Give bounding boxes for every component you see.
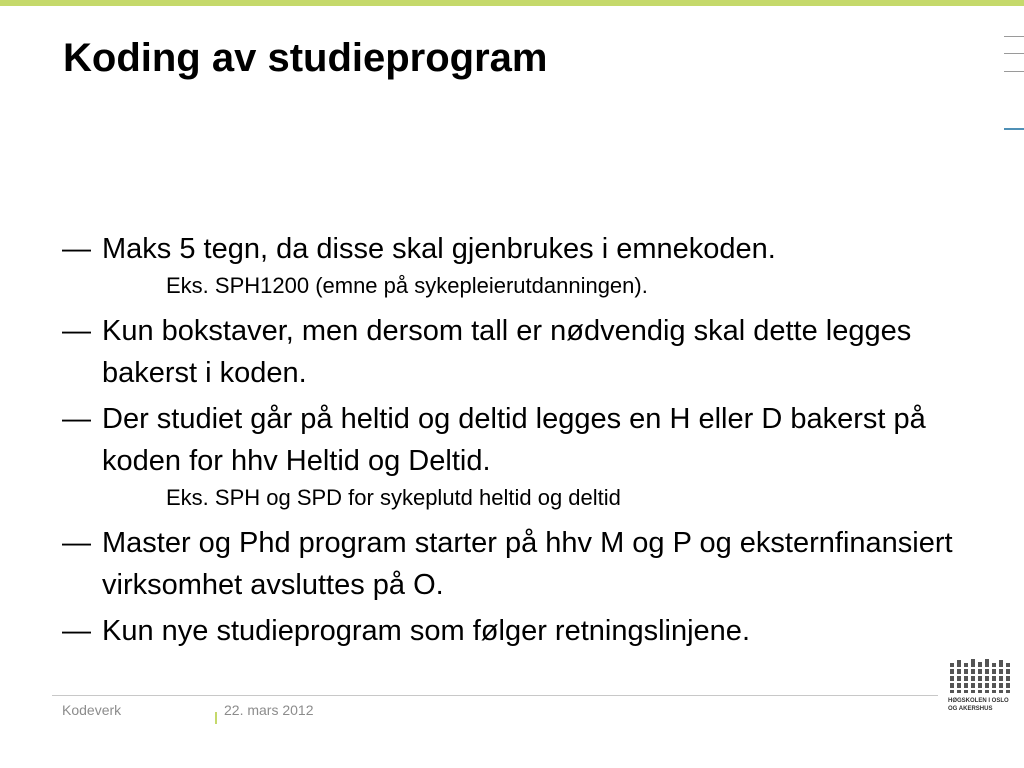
- bullet-item: [62, 610, 962, 652]
- bullet-dash: —: [62, 615, 91, 647]
- footer-marker: [215, 712, 217, 724]
- bullet-dash: —: [62, 315, 91, 347]
- decor-line: [1004, 71, 1024, 72]
- bullet-item: [62, 522, 962, 606]
- bullet-text: Kun nye studieprogram som følger retningslinjene.: [102, 615, 750, 647]
- slide-title: Koding av studieprogram: [63, 36, 548, 80]
- bullet-dash: —: [62, 233, 91, 265]
- bullet-text: Der studiet går på heltid og deltid legges en H eller D bakerst på koden for hhv Heltid og Deltid.: [102, 403, 926, 477]
- slide-content: [62, 228, 962, 652]
- bullet-item: [62, 398, 962, 482]
- bullet-text: Kun bokstaver, men dersom tall er nødvendig skal dette legges bakerst i koden.: [102, 315, 912, 389]
- footer-divider: [52, 695, 938, 696]
- decor-line-accent: [1004, 128, 1024, 130]
- logo-text: [948, 697, 1020, 713]
- bullet-dash: —: [62, 527, 91, 559]
- bullet-text: Master og Phd program starter på hhv M og P og eksternfinansiert virksomhet avsluttes på O.: [102, 527, 953, 601]
- bullet-item: [62, 228, 962, 270]
- bullet-text: Maks 5 tegn, da disse skal gjenbrukes i emnekoden.: [102, 233, 776, 265]
- decor-line: [1004, 53, 1024, 54]
- footer-date: 22. mars 2012: [224, 702, 314, 718]
- footer-label: Kodeverk: [62, 702, 122, 718]
- bullet-dash: —: [62, 403, 91, 435]
- top-accent-bar: [0, 0, 1024, 6]
- logo-text-line: OG AKERSHUS: [948, 706, 993, 712]
- bullet-example: Eks. SPH1200 (emne på sykepleierutdanningen).: [166, 273, 648, 298]
- decor-line: [1004, 36, 1024, 37]
- logo-text-line: HØGSKOLEN I OSLO: [948, 698, 1009, 704]
- bullet-item: [62, 310, 962, 394]
- bullet-example: Eks. SPH og SPD for sykeplutd heltid og deltid: [166, 485, 621, 510]
